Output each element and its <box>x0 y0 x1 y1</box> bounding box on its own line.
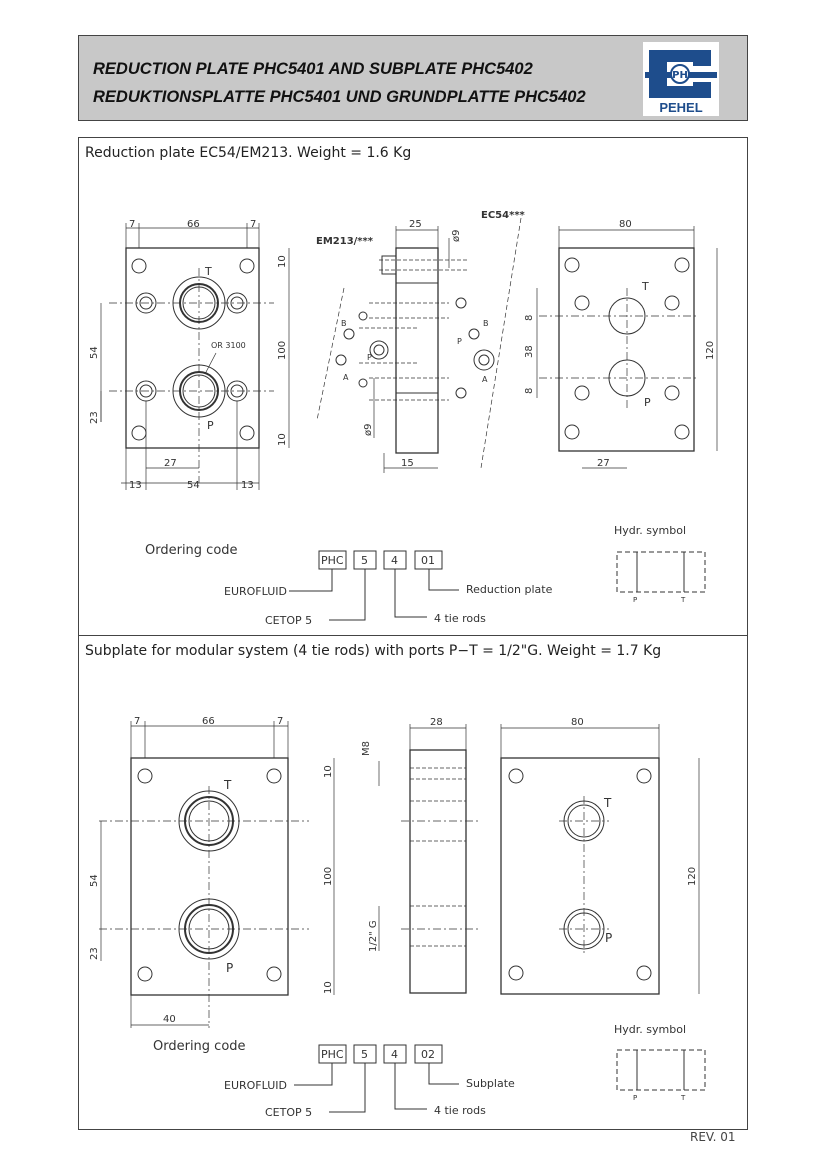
port-a-label-right: A <box>482 375 488 384</box>
subplate-bottom-view <box>501 724 699 994</box>
port-p-label-mid: P <box>367 353 372 362</box>
dim-8-top: 8 <box>524 314 535 321</box>
title-german: REDUKTIONSPLATTE PHC5401 UND GRUNDPLATTE PHC5402 <box>93 88 586 106</box>
dim-10-bottom: 10 <box>277 433 288 446</box>
sub-m8-label: M8 <box>361 741 372 756</box>
subplate-side-view <box>379 724 479 993</box>
dim-phi-bottom: ø9 <box>363 423 374 436</box>
sub-dim-10-bottom: 10 <box>323 981 334 994</box>
dim-15: 15 <box>401 458 414 469</box>
port-b-label-right: B <box>483 319 489 328</box>
reduction-plate-desc: Reduction plate <box>466 583 553 596</box>
eurofluid-label: EUROFLUID <box>224 585 287 598</box>
dim-13-right: 13 <box>241 480 254 491</box>
port-p-label-right: P <box>644 396 651 409</box>
dim-phi-top: ø9 <box>451 229 462 242</box>
sub-g-label: 1/2" G <box>368 920 379 952</box>
port-p-label-side: P <box>457 337 462 346</box>
dim-120: 120 <box>705 340 716 360</box>
subplate-front-view <box>99 721 334 1028</box>
logo-mark: PH <box>672 70 688 81</box>
hydr-symbol-label: Hydr. symbol <box>614 524 686 537</box>
sub-code-02: 02 <box>421 1048 435 1061</box>
sub-hydr-p: P <box>633 1094 638 1102</box>
port-b-label-left: B <box>341 319 347 328</box>
reduction-plate-section <box>78 137 748 636</box>
reduction-plate-title: Reduction plate EC54/EM213. Weight = 1.6 Kg <box>85 145 412 161</box>
cetop-label: CETOP 5 <box>265 614 313 627</box>
subplate-desc: Subplate <box>466 1077 515 1090</box>
revision-label: REV. 01 <box>690 1130 736 1144</box>
port-p-label: P <box>207 419 214 432</box>
sub-tie-rods-label: 4 tie rods <box>434 1104 486 1117</box>
dim-13-left: 13 <box>129 480 142 491</box>
sub-port-p-label-right: P <box>605 931 613 945</box>
sub-port-t-label-right: T <box>604 796 612 810</box>
hydraulic-symbol <box>617 552 705 592</box>
sub-dim-100: 100 <box>323 866 334 886</box>
sub-dim-7-left: 7 <box>134 716 141 727</box>
dim-54-bottom: 54 <box>187 480 200 491</box>
dim-7-left: 7 <box>129 219 136 230</box>
dim-27-right: 27 <box>597 458 610 469</box>
sub-hydr-symbol-label: Hydr. symbol <box>614 1023 686 1036</box>
sub-cetop-label: CETOP 5 <box>265 1106 313 1119</box>
hydr-p: P <box>633 596 638 604</box>
sub-code-5: 5 <box>361 1048 368 1061</box>
sub-dim-54: 54 <box>89 874 100 887</box>
dim-8-bottom: 8 <box>524 387 535 394</box>
sub-ordering-code-label: Ordering code <box>153 1039 246 1054</box>
sub-port-p-label: P <box>226 961 234 975</box>
dim-66: 66 <box>187 219 200 230</box>
dim-10-top: 10 <box>277 255 288 268</box>
title-english: REDUCTION PLATE PHC5401 AND SUBPLATE PHC5402 <box>93 60 533 78</box>
subplate-drawing <box>79 636 749 1131</box>
document-header <box>78 35 748 121</box>
port-t-label-right: T <box>642 280 649 293</box>
sub-code-4: 4 <box>391 1048 398 1061</box>
sub-dim-120: 120 <box>687 866 698 886</box>
port-t-label: T <box>205 265 212 278</box>
dim-25: 25 <box>409 219 422 230</box>
sub-dim-40: 40 <box>163 1014 176 1025</box>
reduction-bottom-view <box>537 226 717 468</box>
subplate-title: Subplate for modular system (4 tie rods) with ports P−T = 1/2"G. Weight = 1.7 Kg <box>85 643 662 659</box>
sub-hydraulic-symbol <box>617 1050 705 1090</box>
logo-text: PEHEL <box>659 100 703 115</box>
ec54-label: EC54*** <box>481 210 525 221</box>
ordering-code-label: Ordering code <box>145 543 238 558</box>
sub-port-t-label: T <box>224 778 232 792</box>
dim-38: 38 <box>524 345 535 358</box>
code-5: 5 <box>361 554 368 567</box>
port-a-label-left: A <box>343 373 349 382</box>
sub-code-phc: PHC <box>321 1048 344 1061</box>
em213-label: EM213/*** <box>316 236 373 247</box>
reduction-plate-drawing <box>79 138 749 637</box>
sub-dim-66: 66 <box>202 716 215 727</box>
oring-label: OR 3100 <box>211 341 246 350</box>
reduction-side-view <box>317 218 521 473</box>
subplate-section <box>78 635 748 1130</box>
pehel-logo <box>643 42 719 116</box>
sub-dim-7-right: 7 <box>277 716 284 727</box>
dim-23: 23 <box>89 411 100 424</box>
sub-dim-10-top: 10 <box>323 765 334 778</box>
code-phc: PHC <box>321 554 344 567</box>
dim-100: 100 <box>277 340 288 360</box>
dim-54-left: 54 <box>89 346 100 359</box>
dim-7-right: 7 <box>250 219 257 230</box>
code-4: 4 <box>391 554 398 567</box>
hydr-t: T <box>681 596 686 604</box>
sub-eurofluid-label: EUROFLUID <box>224 1079 287 1092</box>
tie-rods-label: 4 tie rods <box>434 612 486 625</box>
reduction-front-view <box>101 223 289 490</box>
sub-dim-23: 23 <box>89 947 100 960</box>
sub-dim-28: 28 <box>430 717 443 728</box>
sub-hydr-t: T <box>681 1094 686 1102</box>
dim-27: 27 <box>164 458 177 469</box>
dim-80: 80 <box>619 219 632 230</box>
code-01: 01 <box>421 554 435 567</box>
sub-dim-80: 80 <box>571 717 584 728</box>
